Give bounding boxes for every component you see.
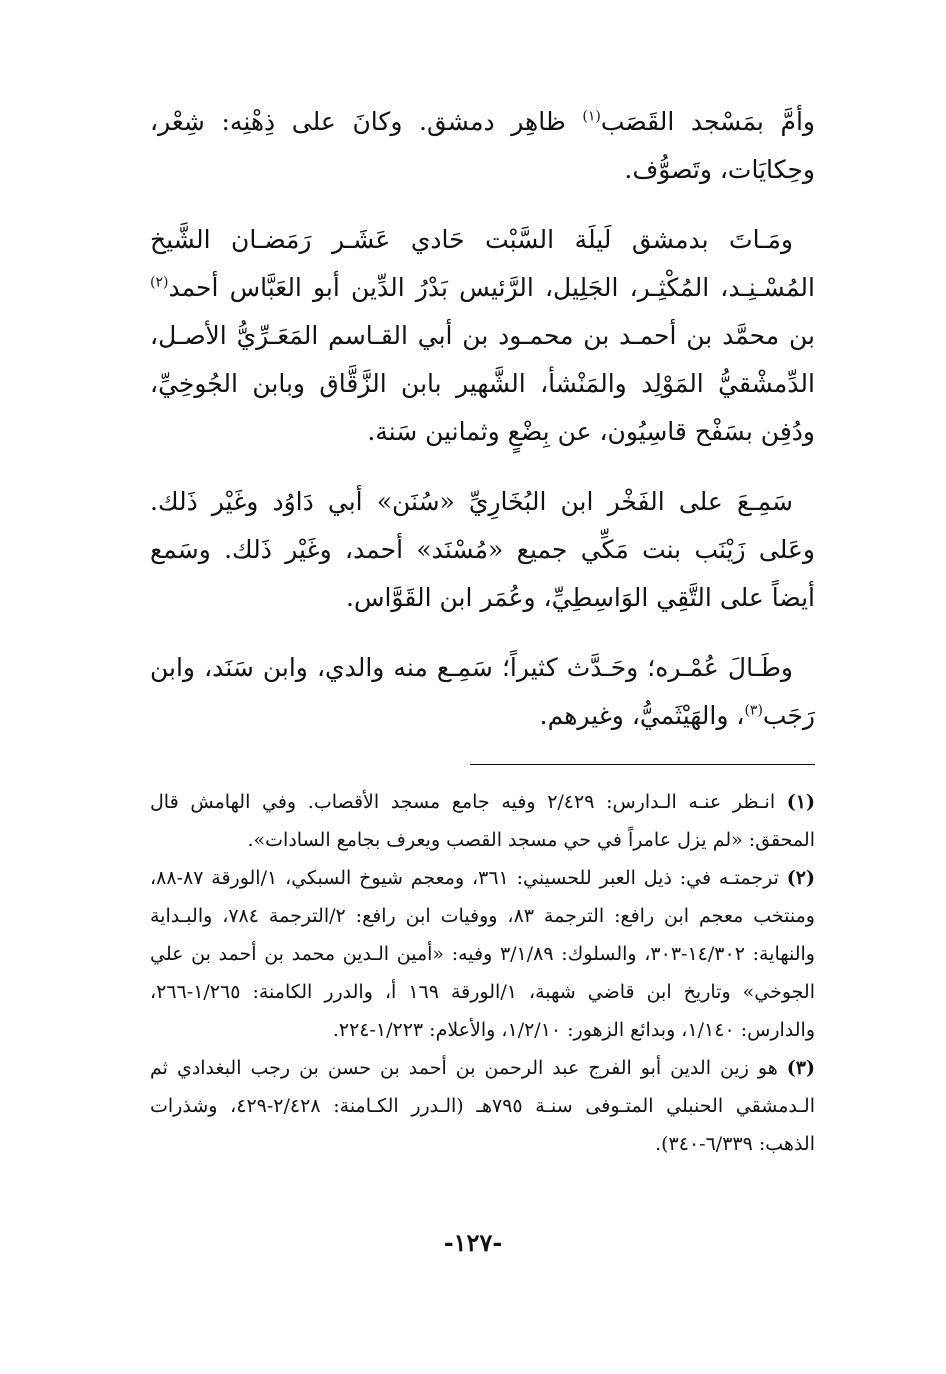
- footnotes: [150, 783, 815, 1163]
- footnote-number: (٣): [786, 1057, 815, 1079]
- paragraph-1: [150, 98, 815, 194]
- footnote-ref-1[interactable]: (١): [582, 108, 601, 125]
- footnote-1: [150, 783, 815, 859]
- footnote-number: (١): [786, 791, 815, 813]
- footnote-3: [150, 1049, 815, 1163]
- page-body: [150, 98, 815, 1163]
- paragraph-2-start: ومَـاتَ بدمشق لَيلَة السَّبْت حَادي عَشَـر رَمَضـان الشَّيخ المُسْـنِـد، المُكْثِـر، الجَلِيل، الرَّئيس بَدْرُ الدِّين أبو العَبَّاس أحمد: [150, 225, 815, 302]
- footnote-text: ترجمتـه في: ذيل العبر للحسيني: ٣٦١، ومعجم شيوخ السبكي، ١/الورقة ٨٧-٨٨، ومنتخب معجم ابن رافع: الترجمة ٨٣، ووفيات ابن رافع: ٢/الترجمة ٧٨٤، والبـداية والنهاية: ١٤/٣٠٢-٣٠٣، والسلوك: ٣/١/٨٩ وفيه: «أمين الـدين محمد بن أحمد بن علي الجوخي» وتاريخ ابن قاضي شهبة، ١/الورقة ١٦٩ أ، والدرر الكامنة: ١/٢٦٥-٢٦٦، والدارس: ١/١٤٠، وبدائع الزهور: ١/٢/١٠، والأعلام: ١/٢٢٣-٢٢٤.: [150, 867, 816, 1041]
- paragraph-2-rest: بن محمَّد بن أحمـد بن محمـود بن أبي القـاسم المَعَـرِّيُّ الأصـل، الدِّمشْقيُّ المَوْلِد والمَنْشأ، الشَّهير بابن الزَّقَّاق وبابن الجُوخِيِّ، ودُفِن بسَفْح قاسِيُون، عن بِضْعٍ وثمانين سَنة.: [150, 321, 815, 446]
- footnote-separator: [470, 764, 815, 765]
- footnote-ref-3[interactable]: (٣): [744, 702, 763, 719]
- paragraph-4-start: وطَـالَ عُمْـره؛ وحَـدَّث كثيراً؛ سَمِـع منه والدي، وابن سَنَد، وابن رَجَب: [150, 653, 815, 730]
- paragraph-4: [150, 644, 815, 740]
- paragraph-3: سَمِـعَ على الفَخْر ابن البُخَارِيِّ «سُنَن» أبي دَاوُد وغَيْر ذَلك. وعَلى زَيْنَب بنت مَكِّي جميع «مُسْنَد» أحمد، وغَيْر ذَلك. وسَمع أيضاً على التَّقِي الوَاسِطِيِّ، وعُمَر ابن القَوَّاس.: [150, 487, 815, 612]
- footnote-text: هو زين الدين أبو الفرج عبد الرحمن بن أحمد بن حسن بن رجب البغدادي ثم الـدمشقي الحنبلي المتـوفى سنـة ٧٩٥هـ (الـدرر الكـامنة: ٢/٤٢٨-٤٢٩، وشذرات الذهب: ٦/٣٣٩-٣٤٠).: [150, 1057, 815, 1155]
- page-number: -١٢٧-: [443, 1228, 503, 1257]
- footnote-ref-2[interactable]: (٢): [150, 274, 169, 291]
- footnote-text: انـظر عنـه الـدارس: ٢/٤٢٩ وفيه جامع مسجد الأقصاب. وفي الهامش قال المحقق: «لم يزل عامراً في حي مسجد القصب ويعرف بجامع السادات».: [150, 791, 815, 851]
- footnote-2: [150, 859, 815, 1049]
- paragraph-1-start: وأمَّ بمَسْجد القَصَب: [600, 107, 815, 136]
- paragraph-4-rest: ، والهَيْثَميُّ، وغيرهم.: [539, 701, 745, 730]
- paragraph-1-rest: ظاهِر دمشق. وكانَ على ذِهْنِه: شِعْر، وحِكايَات، وتَصوُّف.: [150, 107, 815, 184]
- paragraph-2: [150, 216, 815, 456]
- footnote-number: (٢): [786, 867, 815, 889]
